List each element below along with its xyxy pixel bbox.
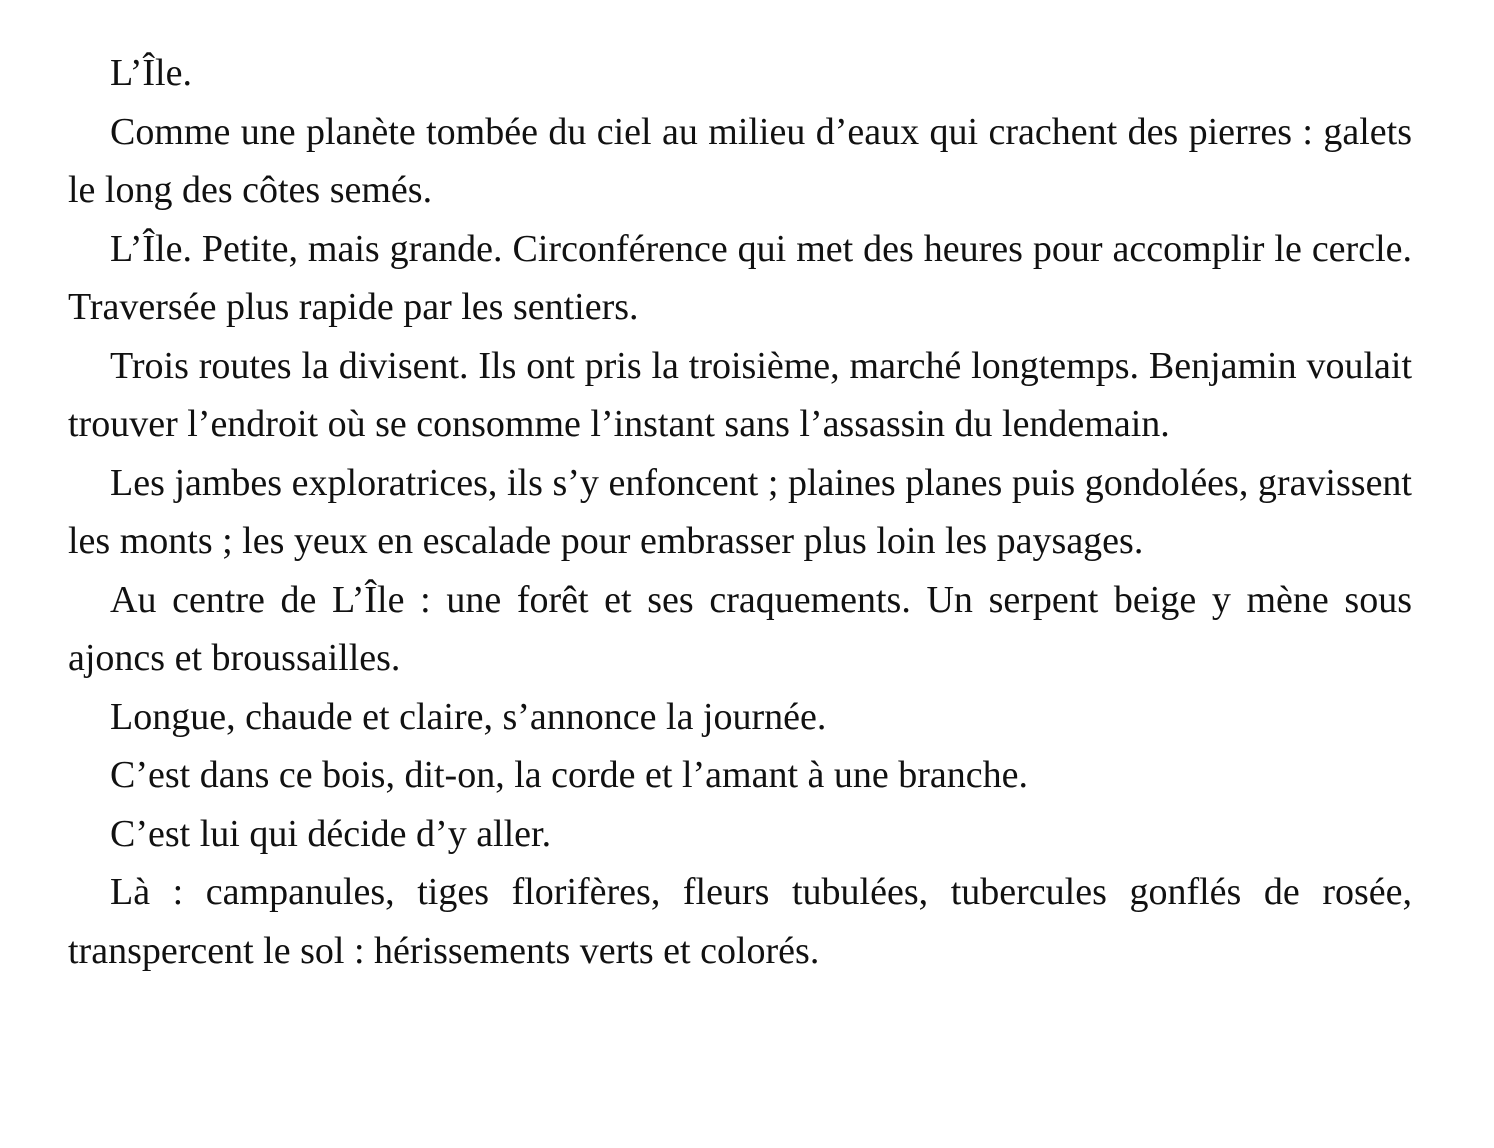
document-page [68,44,1412,980]
paragraph: C’est lui qui décide d’y aller. [110,812,552,855]
paragraph: Longue, chaude et claire, s’annonce la journée. [110,695,827,738]
paragraph: Au centre de L’Île : une forêt et ses craquements. Un serpent beige y mène sous ajoncs et broussailles. [68,578,1412,679]
paragraph: Trois routes la divisent. Ils ont pris la troisième, marché longtemps. Benjamin voulait trouver l’endroit où se consomme l’instant sans l’assassin du lendemain. [68,344,1412,445]
paragraph-title: L’Île. [110,52,192,94]
paragraph: Les jambes exploratrices, ils s’y enfoncent ; plaines planes puis gondolées, gravissent les monts ; les yeux en escalade pour embrasser plus loin les paysages. [68,461,1412,562]
paragraph: L’Île. Petite, mais grande. Circonférence qui met des heures pour accomplir le cercle. Traversée plus rapide par les sentiers. [68,227,1412,328]
paragraph: C’est dans ce bois, dit-on, la corde et l’amant à une branche. [110,754,1028,796]
paragraph: Comme une planète tombée du ciel au milieu d’eaux qui crachent des pierres : galets le long des côtes semés. [68,110,1412,211]
paragraph: Là : campanules, tiges florifères, fleurs tubulées, tubercules gonflés de rosée, transpercent le sol : hérissements verts et colorés. [68,871,1412,972]
